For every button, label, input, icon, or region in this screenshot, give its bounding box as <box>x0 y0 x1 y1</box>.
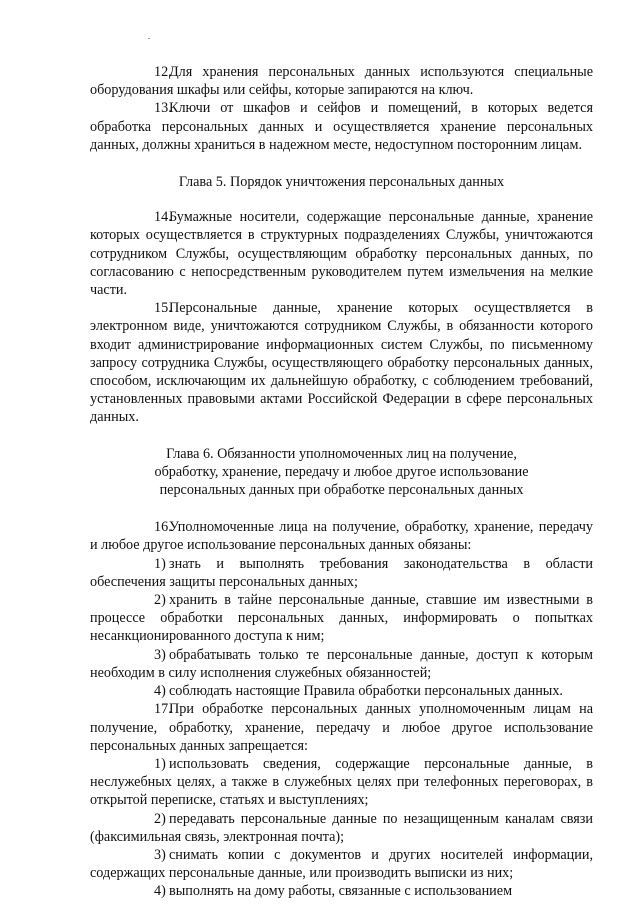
paragraph-16 <box>90 518 593 554</box>
paragraph-text: Уполномоченные лица на получение, обработку, хранение, передачу и любое другое использование персональных данных обязаны: <box>90 519 593 554</box>
list-item-number: 3) <box>154 846 166 863</box>
list-item-number: 1) <box>154 755 166 772</box>
paragraph-text: Ключи от шкафов и сейфов и помещений, в которых ведется обработка персональных данных и осуществляется хранение персональных данных, должны храниться в надежном месте, недоступном посторонним лицам. <box>90 100 593 153</box>
paragraph-number: 15. <box>154 300 172 317</box>
chapter-6-heading-line-3: персональных данных при обработке персональных данных <box>159 482 524 499</box>
paragraph-text: Для хранения персональных данных используются специальные оборудования шкафы или сейфы, которые запираются на ключ. <box>90 64 593 99</box>
paragraph-text: Бумажные носители, содержащие персональные данные, хранение которых осуществляется в структурных подразделениях Службы, уничтожаются сотрудником Службы, осуществляющим обработку персональных данных, по согласованию с непосредственным руководителем путем измельчения на мелкие части. <box>90 209 593 299</box>
paragraph-13 <box>90 99 593 154</box>
list-item-text: хранить в тайне персональные данные, ставшие им известными в процессе обработки персональных данных, информировать о попытках несанкционированного доступа к ним; <box>90 592 593 645</box>
list-item-text: знать и выполнять требования законодательства в области обеспечения защиты персональных данных; <box>90 555 593 590</box>
chapter-5-heading: Глава 5. Порядок уничтожения персональных данных <box>178 174 505 191</box>
paragraph-number: 17. <box>154 701 172 718</box>
paragraph-14 <box>90 208 593 299</box>
list-item-text: снимать копии с документов и других носителей информации, содержащих персональные данные, или производить выписки из них; <box>90 846 593 882</box>
paragraph-12 <box>90 63 593 99</box>
chapter-6-heading-line-2: обработку, хранение, передачу и любое другое использование <box>154 463 529 480</box>
paragraph-16-item-2 <box>90 591 593 646</box>
chapter-6-heading <box>90 445 593 500</box>
paragraph-number: 13. <box>154 100 172 117</box>
list-item-number: 4) <box>154 883 166 900</box>
paragraph-16-item-1 <box>90 555 593 591</box>
paragraph-16-item-4 <box>90 682 593 700</box>
list-item-text: выполнять на дому работы, связанные с использованием <box>169 883 513 900</box>
paragraph-number: 14. <box>154 209 172 226</box>
document-body <box>90 63 593 901</box>
list-item-number: 3) <box>154 646 166 663</box>
list-item-number: 2) <box>154 810 166 827</box>
list-item-number: 4) <box>154 683 166 700</box>
paragraph-17-item-1 <box>90 755 593 810</box>
paragraph-text: Персональные данные, хранение которых осуществляется в электронном виде, уничтожаются сотрудником Службы, в обязанности которого входит администрирование информационных систем Службы, по письменному запросу сотрудника Службы, осуществляющего обработку персональных данных, способом, исключающим их дальнейшую обработку, с соблюдением требований, установленных правовыми актами Российской Федерации в сфере персональных данных. <box>90 300 593 426</box>
list-item-text: соблюдать настоящие Правила обработки персональных данных. <box>169 683 563 700</box>
list-item-number: 2) <box>154 592 166 609</box>
paragraph-16-item-3 <box>90 646 593 682</box>
list-item-text: использовать сведения, содержащие персональные данные, в неслужебных целях, а также в служебных целях при телефонных переговорах, в открытой переписке, статьях и выступлениях; <box>90 755 593 809</box>
list-item-text: обрабатывать только те персональные данные, доступ к которым необходим в силу исполнения служебных обязанностей; <box>90 646 593 681</box>
paragraph-number: 12. <box>154 64 172 80</box>
paragraph-15 <box>90 299 593 426</box>
paragraph-17 <box>90 700 593 755</box>
paragraph-number: 16. <box>154 519 172 536</box>
scan-speck <box>148 38 150 39</box>
list-item-number: 1) <box>154 555 166 572</box>
paragraph-17-item-3 <box>90 846 593 882</box>
paragraph-text: При обработке персональных данных уполномоченным лицам на получение, обработку, хранение, передачу и любое другое использование персональных данных запрещается: <box>90 701 593 754</box>
paragraph-17-item-2 <box>90 810 593 846</box>
list-item-text: передавать персональные данные по незащищенным каналам связи (факсимильная связь, электронная почта); <box>90 810 593 845</box>
chapter-6-heading-line-1: Глава 6. Обязанности уполномоченных лиц на получение, <box>166 445 517 462</box>
paragraph-17-item-4 <box>90 882 593 900</box>
